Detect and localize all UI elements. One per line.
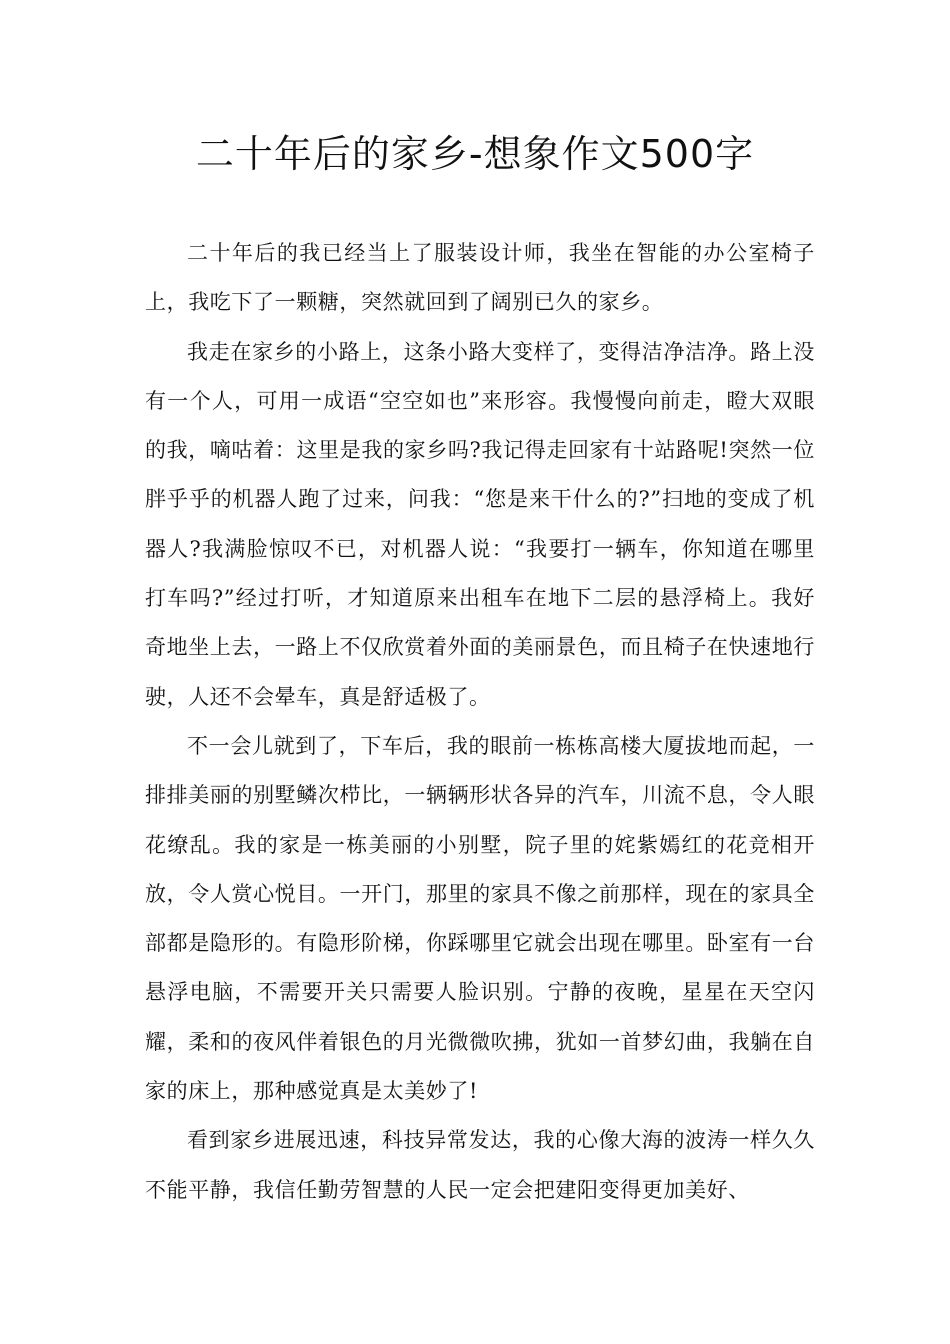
paragraph-3: 不一会儿就到了，下车后，我的眼前一栋栋高楼大厦拔地而起，一排排美丽的别墅鳞次栉比，一辆辆形状各异的汽车，川流不息，令人眼花缭乱。我的家是一栋美丽的小别墅，院子里的姹紫嫣红的花竞相开放，令人赏心悦目。一开门，那里的家具不像之前那样，现在的家具全部都是隐形的。有隐形阶梯，你踩哪里它就会出现在哪里。卧室有一台悬浮电脑，不需要开关只需要人脸识别。宁静的夜晚，星星在天空闪耀，柔和的夜风伴着银色的月光微微吹拂，犹如一首梦幻曲，我躺在自家的床上，那种感觉真是太美妙了! — [145, 733, 815, 1104]
paragraph-2: 我走在家乡的小路上，这条小路大变样了，变得洁净洁净。路上没有一个人，可用一成语“空空如也”来形容。我慢慢向前走，瞪大双眼的我，嘀咕着：这里是我的家乡吗?我记得走回家有十站路呢!突然一位胖乎乎的机器人跑了过来，问我：“您是来干什么的?”扫地的变成了机器人?我满脸惊叹不已，对机器人说：“我要打一辆车，你知道在哪里打车吗?”经过打听，才知道原来出租车在地下二层的悬浮椅上。我好奇地坐上去，一路上不仅欣赏着外面的美丽景色，而且椅子在快速地行驶，人还不会晕车，真是舒适极了。 — [145, 339, 815, 709]
paragraph-1: 二十年后的我已经当上了服装设计师，我坐在智能的办公室椅子上，我吃下了一颗糖，突然就回到了阔别已久的家乡。 — [145, 241, 815, 315]
document-body — [145, 229, 815, 1215]
document-title: 二十年后的家乡-想象作文500字 — [195, 132, 755, 176]
paragraph-4: 看到家乡进展迅速，科技异常发达，我的心像大海的波涛一样久久不能平静，我信任勤劳智慧的人民一定会把建阳变得更加美好、 — [145, 1128, 815, 1202]
